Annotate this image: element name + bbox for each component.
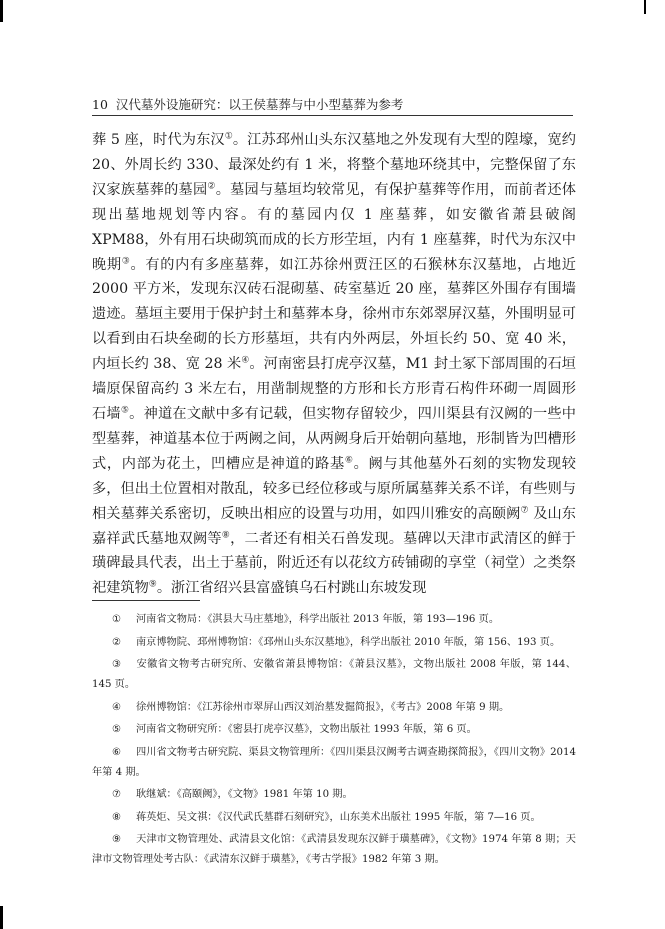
page-number: 10 xyxy=(92,97,108,112)
footnote-text: 河南省文物研究所：《密县打虎亭汉墓》，文物出版社 1993 年版，第 6 页。 xyxy=(136,724,477,735)
footnote-item xyxy=(92,808,576,828)
footnote-item xyxy=(92,743,576,783)
footnote-text: 安徽省文物考古研究所、安徽省萧县博物馆：《萧县汉墓》，文物出版社 2008 年版，第 144、145 页。 xyxy=(92,659,576,690)
footnote-item xyxy=(92,610,576,630)
footnote-text: 南京博物院、邳州博物馆：《邳州山头东汉墓地》，科学出版社 2010 年版，第 156、193 页。 xyxy=(136,636,561,648)
footnote-mark: ⑨ xyxy=(112,834,122,845)
body-text-run: 。墓园与墓垣均较常见，有保护墓葬等作用，而前者还体现出墓地规划等内容。有的墓园内仅 1 座墓葬，如安徽省萧县破阁 XPM88，外有用石块砌筑而成的长方形茔垣，内有 1 座墓葬，时代为东汉中晚期 xyxy=(92,181,576,273)
footnote-separator xyxy=(92,600,200,601)
footnote-reference[interactable]: ⑦ xyxy=(520,504,529,515)
footnote-text: 耿继斌：《高颐阙》，《文物》1981 年第 10 期。 xyxy=(136,789,353,800)
body-text-run: 。浙江省绍兴县富盛镇乌石村跳山东坡发现 xyxy=(156,580,427,597)
footnote-text: 天津市文物管理处、武清县文化馆：《武清县发现东汉鲜于璜墓碑》，《文物》1974 年第 8 期；天津市文物管理处考古队：《武清东汉鲜于璜墓》，《考古学报》1982 年第 3 期。 xyxy=(92,834,576,865)
footnote-item xyxy=(92,830,576,870)
crop-mark-bottom-left xyxy=(0,906,3,929)
crop-mark-top-left xyxy=(0,0,3,22)
body-text-run: 。神道在文献中多有记载，但实物存留较少，四川渠县有汉阙的一些中型墓葬，神道基本位于两阙之间，从两阙身后开始朝向墓地，形制皆为凹槽形式，内部为花土，凹槽应是神道的路基 xyxy=(92,405,576,472)
body-text-run: 及山东嘉祥武氏墓地双阙等 xyxy=(92,505,576,547)
footnote-mark: ④ xyxy=(112,701,122,713)
crop-mark-top-right xyxy=(644,0,646,14)
book-title: 汉代墓外设施研究：以王侯墓葬与中小型墓葬为参考 xyxy=(115,97,404,112)
footnote-reference[interactable]: ⑨ xyxy=(148,579,157,590)
body-text-run: 。阙与其他墓外石刻的实物发现较多，但出土位置相对散乱，较多已经位移或与原所属墓葬关系不详，有些则与相关墓葬关系密切，反映出相应的设置与功用，如四川雅安的高颐阙 xyxy=(92,455,576,522)
footnote-mark: ③ xyxy=(112,659,122,670)
footnote-mark: ⑥ xyxy=(112,746,122,758)
footnote-text: 四川省文物考古研究院、渠县文物管理所：《四川渠县汉阙考古调查勘探简报》，《四川文物》2014 年第 4 期。 xyxy=(92,746,576,778)
footnote-item xyxy=(92,698,576,718)
footnote-item xyxy=(92,655,576,695)
footnote-reference[interactable]: ⑤ xyxy=(120,405,130,416)
footnote-item xyxy=(92,785,576,805)
running-header xyxy=(92,97,622,113)
footnote-reference[interactable]: ④ xyxy=(241,355,250,366)
body-text-run: ，二者还有相关石兽发现。墓碑以天津市武清区的鲜于璜碑最具代表，出土于墓前，附近还有以花纹方砖铺砌的享堂（祠堂）之类祭祀建筑物 xyxy=(92,530,576,597)
body-text-run: 。河南密县打虎亭汉墓，M1 封土冢下部周围的石垣墙原保留高约 3 米左右，用凿制规整的方形和长方形青石构件环砌一周圆形石墙 xyxy=(92,356,576,422)
body-text-run: 。江苏邳州山头东汉墓地之外发现有大型的隍壕，宽约 20、外周长约 330、最深处约有 1 米，将整个墓地环绕其中，完整保留了东汉家族墓葬的墓园 xyxy=(92,132,576,198)
footnote-mark: ① xyxy=(112,614,122,625)
body-text xyxy=(92,128,576,601)
footnote-reference[interactable]: ③ xyxy=(121,255,131,266)
footnote-list xyxy=(92,610,576,873)
footnote-reference[interactable]: ① xyxy=(224,131,233,142)
footnote-reference[interactable]: ⑥ xyxy=(344,455,354,466)
footnote-text: 徐州博物馆：《江苏徐州市翠屏山西汉刘治墓发掘简报》，《考古》2008 年第 9 期。 xyxy=(136,701,510,713)
footnote-mark: ⑧ xyxy=(112,811,122,823)
footnote-mark: ⑤ xyxy=(112,724,122,735)
body-text-run: 葬 5 座，时代为东汉 xyxy=(92,132,225,148)
footnote-mark: ② xyxy=(112,636,122,648)
body-paragraph xyxy=(92,128,576,601)
footnote-reference[interactable]: ⑧ xyxy=(221,529,231,540)
footnote-reference[interactable]: ② xyxy=(207,181,216,192)
footnote-text: 河南省文物局：《淇县大马庄墓地》，科学出版社 2013 年版，第 193—196 页。 xyxy=(136,614,500,625)
footnote-item xyxy=(92,633,576,653)
header-rule xyxy=(92,115,573,116)
footnote-mark: ⑦ xyxy=(112,789,122,800)
footnote-item xyxy=(92,720,576,740)
footnote-text: 蒋英炬、吴文祺：《汉代武氏墓群石刻研究》，山东美术出版社 1995 年版，第 7—16 页。 xyxy=(136,811,541,823)
body-text-run: 。有的内有多座墓葬，如江苏徐州贾汪区的石猴林东汉墓地，占地近 2000 平方米，发现东汉砖石混砌墓、砖室墓近 20 座，墓葬区外围存有围墙遗迹。墓垣主要用于保护封土和墓葬本身，徐州市东郊翠屏汉墓，外围明显可以看到由石块垒砌的长方形墓垣，共有内外两层，外垣长约 50、宽 40 米，内垣长约 38、宽 28 米 xyxy=(92,256,576,373)
